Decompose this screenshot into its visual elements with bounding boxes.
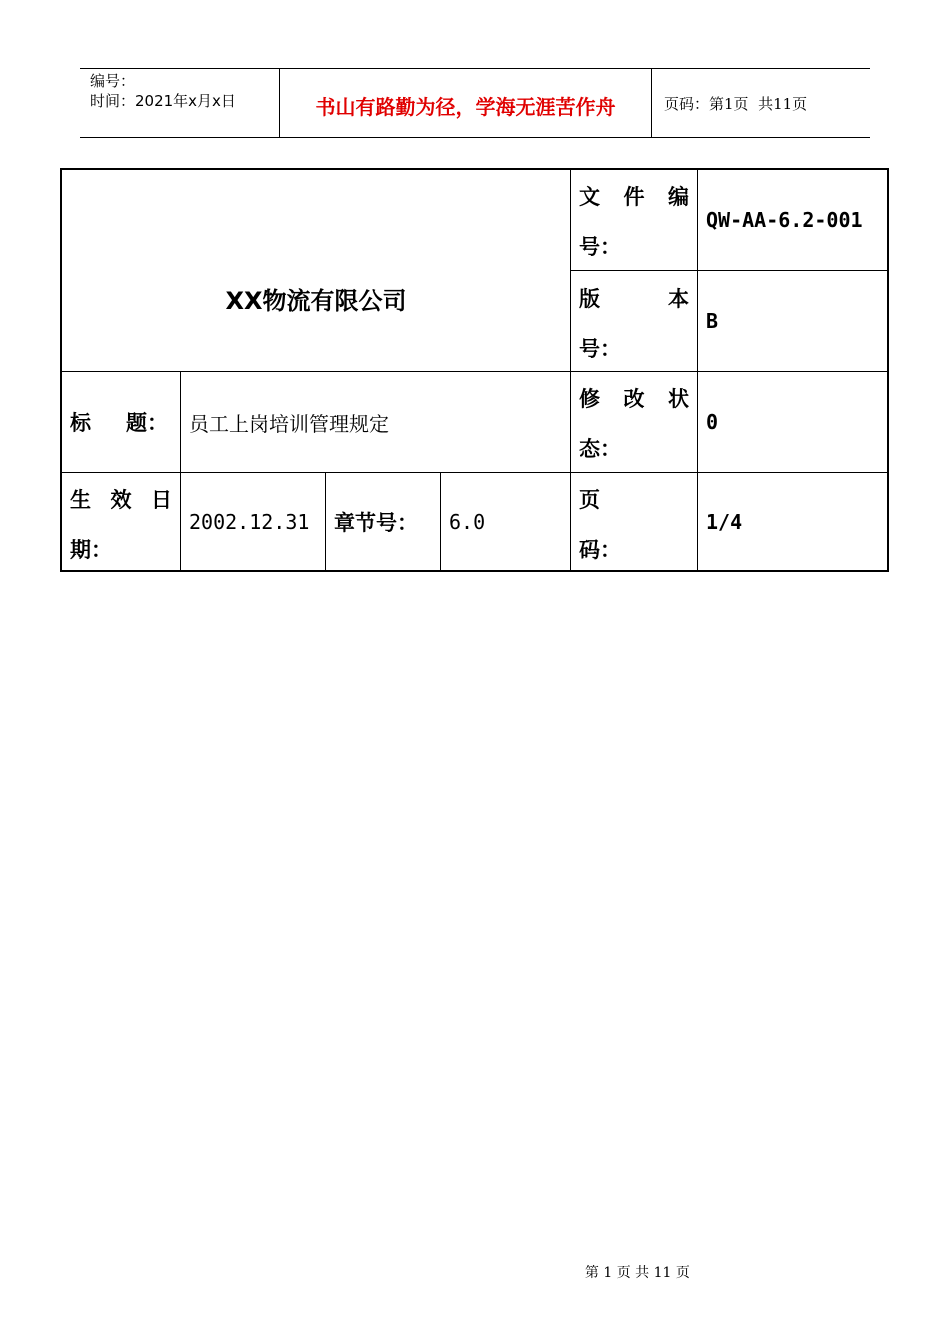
header-page-info <box>652 69 870 137</box>
footer-page-text: 第 1 页 共 11 页 <box>584 1265 690 1281</box>
chapter-label: 章节号： <box>334 510 418 535</box>
company-name: XX物流有限公司 <box>225 287 407 315</box>
version-value: B <box>706 309 719 333</box>
file-number-label: 文 件 编 号： <box>579 185 689 259</box>
header-meta <box>80 69 280 137</box>
effective-date-value: 2002.12.31 <box>189 509 310 534</box>
effective-date-label: 生 效 日 期： <box>70 488 172 562</box>
page-header <box>80 68 870 138</box>
page-number-value: 1/4 <box>706 509 743 534</box>
document-control-table <box>60 168 889 572</box>
page-number-label: 页 码： <box>579 488 621 562</box>
revision-label: 修 改 状 态： <box>579 387 689 461</box>
title-value: 员工上岗培训管理规定 <box>189 411 389 436</box>
page-footer <box>576 1246 690 1282</box>
header-motto: 书山有路勤为径，学海无涯苦作舟 <box>280 69 652 137</box>
file-number-value: QW-AA-6.2-001 <box>706 208 863 232</box>
revision-value: 0 <box>706 410 719 434</box>
version-label: 版 本 号： <box>579 287 689 361</box>
chapter-value: 6.0 <box>449 509 486 534</box>
header-page-info-text: 页码：第1页 共11页 <box>664 94 808 113</box>
doc-number-label: 编号： <box>90 72 136 90</box>
time-label: 时间：2021年x月x日 <box>90 92 236 110</box>
title-label: 标 题： <box>70 411 168 435</box>
